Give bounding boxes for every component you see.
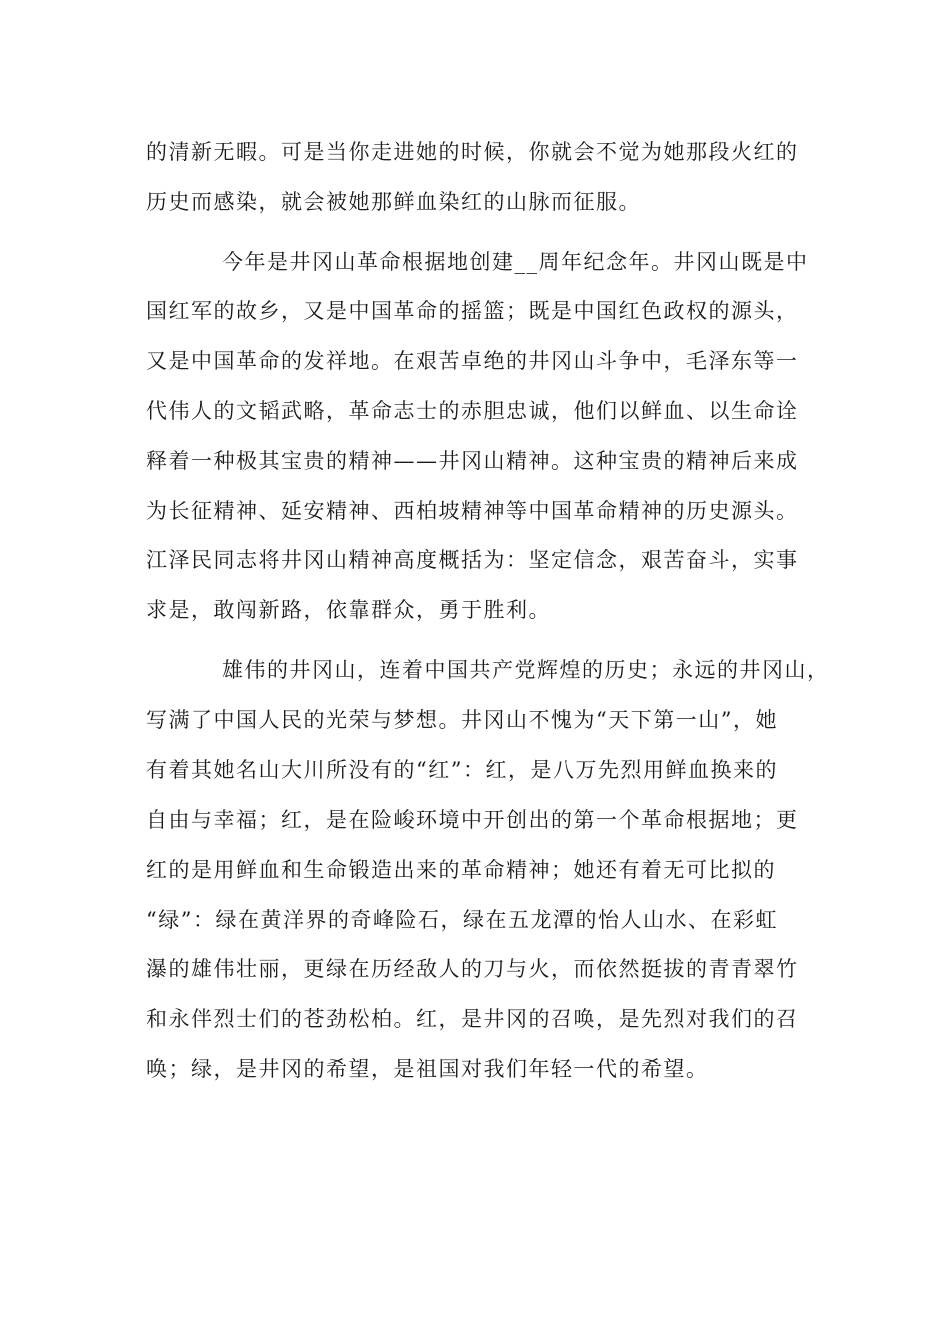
- text-line: 为长征精神、延安精神、西柏坡精神等中国革命精神的历史源头。: [146, 499, 799, 523]
- text-line: 国红军的故乡，又是中国革命的摇篮；既是中国红色政权的源头，: [146, 299, 799, 323]
- text-line: 和永伴烈士们的苍劲松柏。红，是井冈的召唤，是先烈对我们的召: [146, 1007, 799, 1031]
- text-line: 写满了中国人民的光荣与梦想。井冈山不愧为“天下第一山”，她: [146, 708, 778, 732]
- text-line: 又是中国革命的发祥地。在艰苦卓绝的井冈山斗争中，毛泽东等一: [146, 349, 799, 373]
- text-line: 唤；绿，是井冈的希望，是祖国对我们年轻一代的希望。: [146, 1057, 709, 1081]
- text-line: 今年是井冈山革命根据地创建__周年纪念年。井冈山既是中: [222, 250, 809, 274]
- text-line: 释着一种极其宝贵的精神——井冈山精神。这种宝贵的精神后来成: [146, 449, 799, 473]
- text-line: 红的是用鲜血和生命锻造出来的革命精神；她还有着无可比拟的: [146, 858, 776, 882]
- text-line: 瀑的雄伟壮丽，更绿在历经敌人的刀与火，而依然挺拔的青青翠竹: [146, 957, 799, 981]
- text-line: 的清新无暇。可是当你走进她的时候，你就会不觉为她那段火红的: [146, 140, 799, 164]
- text-line: 江泽民同志将井冈山精神高度概括为：坚定信念，艰苦奋斗，实事: [146, 548, 799, 572]
- text-line: 历史而感染，就会被她那鲜血染红的山脉而征服。: [146, 190, 641, 214]
- text-line: 代伟人的文韬武略，革命志士的赤胆忠诚，他们以鲜血、以生命诠: [146, 399, 799, 423]
- text-line: 有着其她名山大川所没有的“红”：红，是八万先烈用鲜血换来的: [146, 758, 778, 782]
- text-line: 求是，敢闯新路，依靠群众，勇于胜利。: [146, 598, 551, 622]
- text-line: 自由与幸福；红，是在险峻环境中开创出的第一个革命根据地；更: [146, 808, 799, 832]
- text-line: “绿”：绿在黄洋界的奇峰险石，绿在五龙潭的怡人山水、在彩虹: [146, 908, 778, 932]
- text-line: 雄伟的井冈山，连着中国共产党辉煌的历史；永远的井冈山，: [222, 658, 830, 682]
